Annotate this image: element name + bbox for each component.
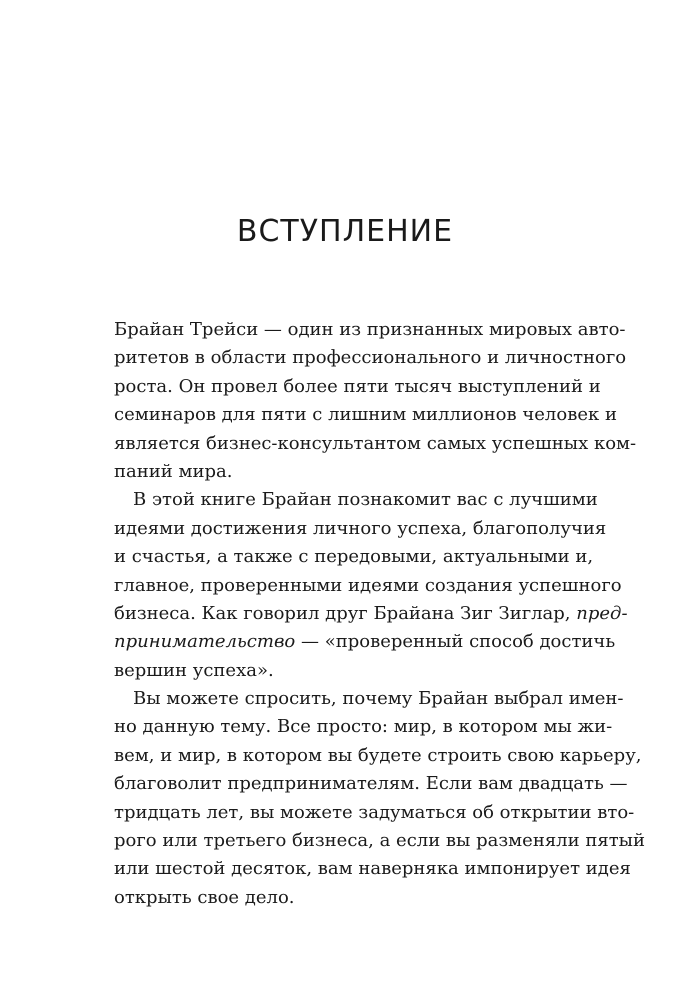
text-segment: бизнеса. Как говорил друг Брайана Зиг Зиглар,: [114, 602, 571, 624]
text-segment: — «проверенный способ достичь: [295, 631, 616, 653]
text-line: В этой книге Брайан познакомит вас с лучшими: [133, 489, 598, 511]
text-line: Вы можете спросить, почему Брайан выбрал имен-: [133, 688, 624, 710]
text-line-with-italic: [114, 600, 628, 628]
text-line: паний мира.: [114, 460, 233, 482]
text-line: идеями достижения личного успеха, благополучия: [114, 517, 607, 539]
paragraph-3: [114, 685, 645, 912]
text-line: является бизнес-консультантом самых успешных ком-: [114, 432, 637, 454]
text-line-with-italic: [114, 628, 616, 656]
text-line: и счастья, а также с передовыми, актуальными и,: [114, 546, 594, 568]
body-text: [114, 316, 645, 912]
text-line: семинаров для пяти с лишним миллионов человек и: [114, 404, 617, 426]
text-line: Брайан Трейси — один из признанных мировых авто-: [114, 319, 626, 340]
text-line: вершин успеха».: [114, 659, 274, 681]
paragraph-2: [114, 486, 628, 685]
text-line: главное, проверенными идеями создания успешного: [114, 574, 622, 596]
text-line: ритетов в области профессионального и личностного: [114, 347, 627, 369]
chapter-title: ВСТУПЛЕНИЕ: [236, 214, 454, 249]
paragraph-1: [114, 316, 637, 486]
text-line: благоволит предпринимателям. Если вам двадцать —: [114, 773, 628, 795]
text-line: роста. Он провел более пяти тысяч выступлений и: [114, 375, 601, 397]
italic-term-part-2: принимательство: [114, 631, 296, 653]
text-line: рого или третьего бизнеса, а если вы разменяли пятый: [114, 830, 645, 852]
text-line: или шестой десяток, вам наверняка импонирует идея: [114, 858, 631, 880]
text-line: открыть свое дело.: [114, 886, 295, 908]
italic-term-part-1: пред-: [576, 602, 628, 624]
text-line: тридцать лет, вы можете задуматься об открытии вто-: [114, 801, 635, 823]
text-line: но данную тему. Все просто: мир, в котором мы жи-: [114, 716, 613, 738]
text-line: вем, и мир, в котором вы будете строить свою карьеру,: [114, 744, 642, 766]
